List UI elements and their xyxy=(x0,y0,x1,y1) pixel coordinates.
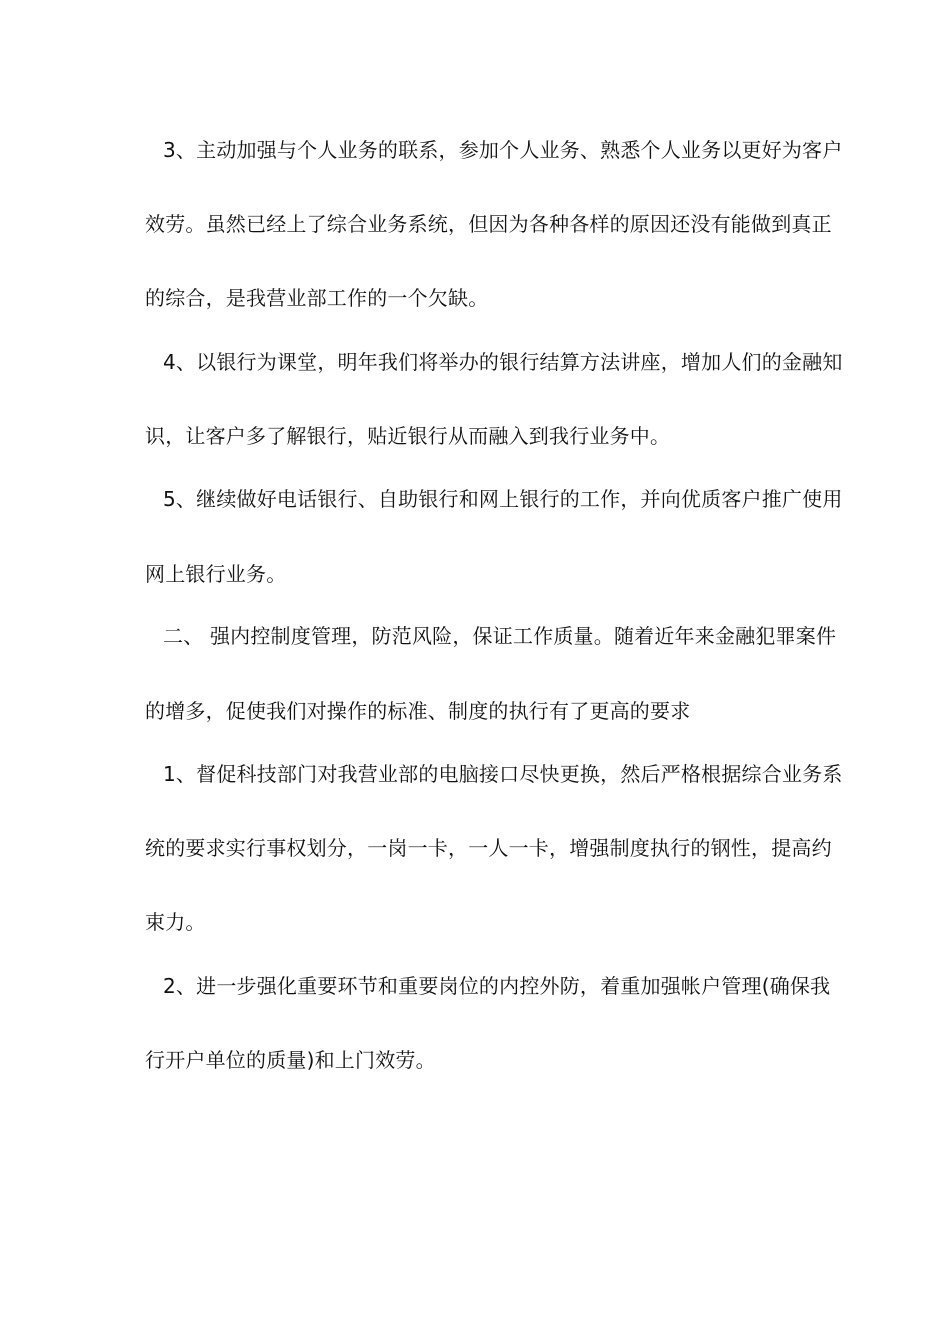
section-2-heading-line-2: 的增多，促使我们对操作的标准、制度的执行有了更高的要求 xyxy=(145,699,691,723)
paragraph-1-line-3: 束力。 xyxy=(145,910,206,934)
paragraph-4-line-2: 识，让客户多了解银行，贴近银行从而融入到我行业务中。 xyxy=(145,424,671,448)
paragraph-5-line-1: 5、继续做好电话银行、自助银行和网上银行的工作，并向优质客户推广使用 xyxy=(163,487,843,511)
paragraph-3-line-2: 效劳。虽然已经上了综合业务系统，但因为各种各样的原因还没有能做到真正 xyxy=(145,212,832,236)
paragraph-1-line-2: 统的要求实行事权划分，一岗一卡，一人一卡，增强制度执行的钢性，提高约 xyxy=(145,836,832,860)
paragraph-3-line-3: 的综合，是我营业部工作的一个欠缺。 xyxy=(145,286,489,310)
paragraph-2-line-1: 2、进一步强化重要环节和重要岗位的内控外防，着重加强帐户管理(确保我 xyxy=(163,974,831,998)
paragraph-4-line-1: 4、以银行为课堂，明年我们将举办的银行结算方法讲座，增加人们的金融知 xyxy=(163,350,843,374)
paragraph-3-line-1: 3、主动加强与个人业务的联系，参加个人业务、熟悉个人业务以更好为客户 xyxy=(163,138,843,162)
paragraph-1-line-1: 1、督促科技部门对我营业部的电脑接口尽快更换，然后严格根据综合业务系 xyxy=(163,762,843,786)
paragraph-2-line-2: 行开户单位的质量)和上门效劳。 xyxy=(145,1048,436,1072)
paragraph-5-line-2: 网上银行业务。 xyxy=(145,562,287,586)
section-2-heading-line-1: 二、 强内控制度管理，防范风险，保证工作质量。随着近年来金融犯罪案件 xyxy=(163,624,837,648)
